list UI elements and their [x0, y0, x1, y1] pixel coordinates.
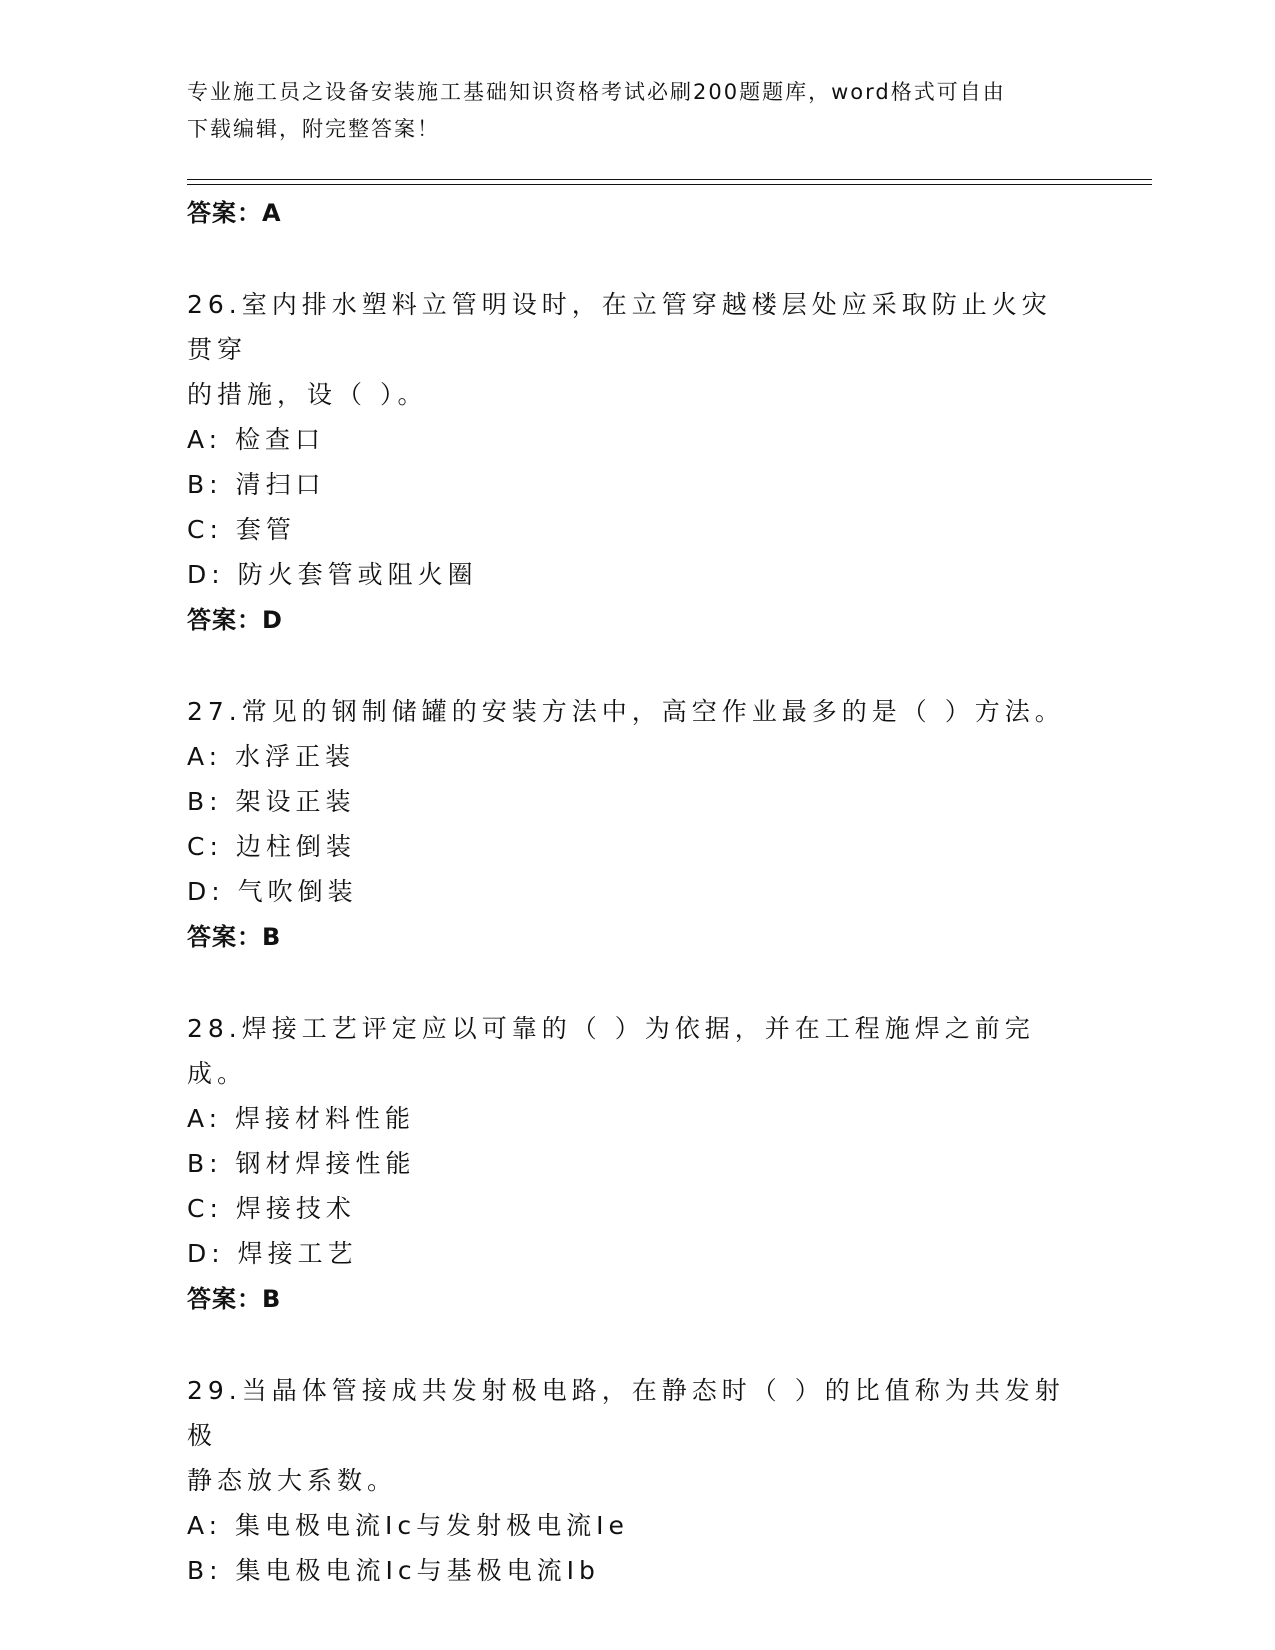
question-stem-line: 静态放大系数。	[187, 1466, 398, 1495]
option-b: B: 集电极电流Ic与基极电流Ib	[187, 1556, 600, 1585]
question-29	[187, 1368, 1087, 1593]
option-c: C: 边柱倒装	[187, 832, 356, 861]
answer-26: 答案：D	[187, 606, 283, 634]
question-26	[187, 282, 1087, 643]
question-stem-line: 26.室内排水塑料立管明设时，在立管穿越楼层处应采取防止火灾贯穿	[187, 290, 1052, 364]
option-a: A: 集电极电流Ic与发射极电流Ie	[187, 1511, 629, 1540]
question-stem-line: 28.焊接工艺评定应以可靠的（ ）为依据，并在工程施焊之前完成。	[187, 1014, 1035, 1088]
answer-28: 答案：B	[187, 1285, 282, 1313]
answer-27: 答案：B	[187, 923, 282, 951]
option-c: C: 焊接技术	[187, 1194, 356, 1223]
answer-25: 答案：A	[187, 199, 282, 227]
option-b: B: 架设正装	[187, 787, 356, 816]
question-stem-line: 29.当晶体管接成共发射极电路，在静态时（ ）的比值称为共发射极	[187, 1376, 1065, 1450]
option-d: D: 焊接工艺	[187, 1239, 358, 1268]
question-stem-line: 27.常见的钢制储罐的安装方法中，高空作业最多的是（ ）方法。	[187, 697, 1065, 726]
header-divider-top	[187, 179, 1152, 180]
header-divider-bottom	[187, 184, 1152, 185]
option-a: A: 焊接材料性能	[187, 1104, 416, 1133]
page-content	[187, 190, 1087, 1593]
option-a: A: 检查口	[187, 425, 326, 454]
question-28	[187, 1006, 1087, 1322]
option-b: B: 清扫口	[187, 470, 326, 499]
option-d: D: 防火套管或阻火圈	[187, 560, 478, 589]
document-header	[187, 74, 1067, 148]
option-a: A: 水浮正装	[187, 742, 356, 771]
option-c: C: 套管	[187, 515, 296, 544]
question-27	[187, 689, 1087, 960]
header-line-1: 专业施工员之设备安装施工基础知识资格考试必刷200题题库，word格式可自由	[187, 80, 1006, 104]
header-line-2: 下载编辑，附完整答案！	[187, 117, 440, 141]
question-stem-line: 的措施，设（ ）。	[187, 380, 428, 409]
option-d: D: 气吹倒装	[187, 877, 358, 906]
option-b: B: 钢材焊接性能	[187, 1149, 416, 1178]
